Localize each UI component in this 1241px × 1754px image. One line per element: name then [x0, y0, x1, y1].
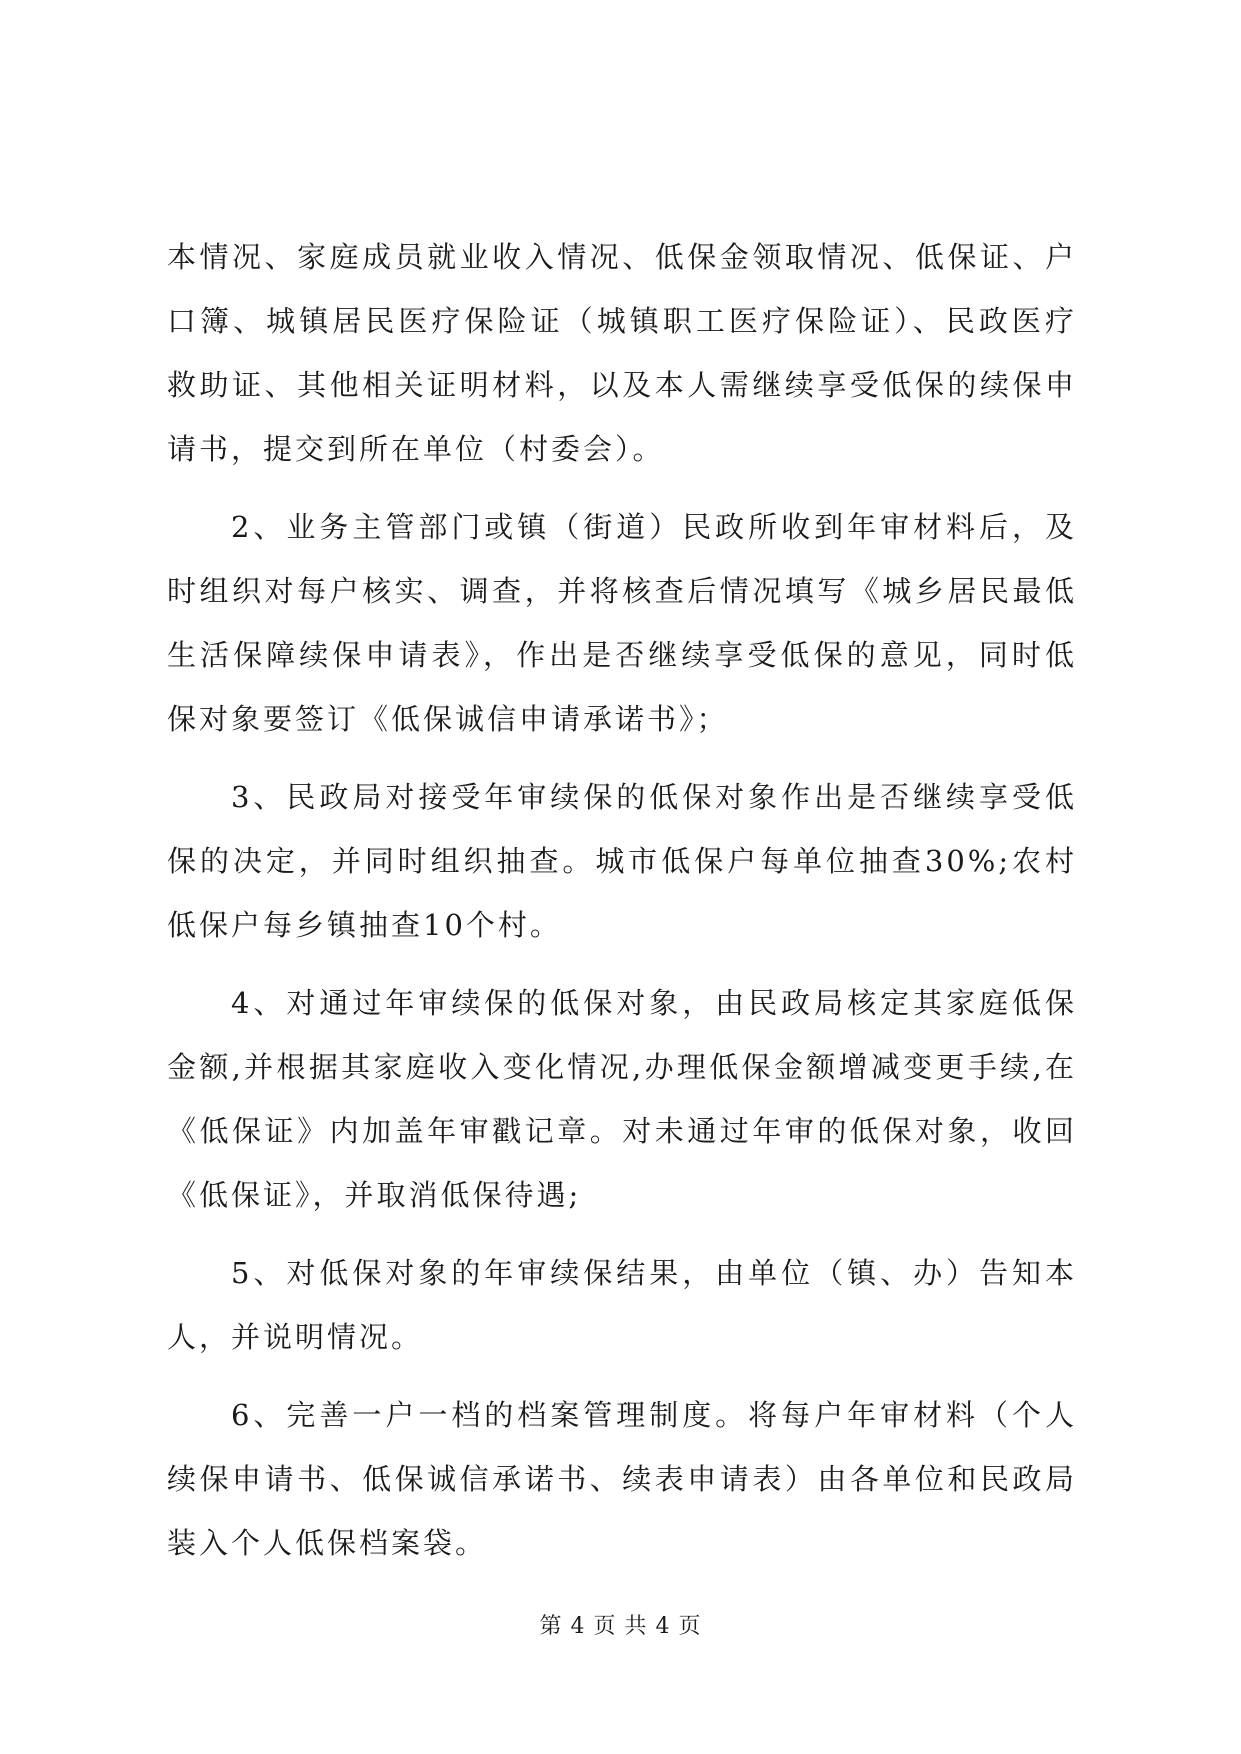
paragraph-item-6: 6、完善一户一档的档案管理制度。将每户年审材料（个人续保申请书、低保诚信承诺书、续表申请表）由各单位和民政局装入个人低保档案袋。 [167, 1398, 1077, 1560]
page-footer: 第 4 页 共 4 页 [539, 1614, 702, 1639]
paragraph-item-4: 4、对通过年审续保的低保对象，由民政局核定其家庭低保金额,并根据其家庭收入变化情况,办理低保金额增减变更手续,在《低保证》内加盖年审戳记章。对未通过年审的低保对象，收回《低保证》，并取消低保待遇; [167, 986, 1077, 1212]
paragraph-item-5: 5、对低保对象的年审续保结果，由单位（镇、办）告知本人，并说明情况。 [167, 1256, 1077, 1354]
paragraph-item-3: 3、民政局对接受年审续保的低保对象作出是否继续享受低保的决定，并同时组织抽查。城市低保户每单位抽查30%;农村低保户每乡镇抽查10个村。 [167, 780, 1077, 942]
document-body [167, 225, 1077, 1589]
paragraph-continuation: 本情况、家庭成员就业收入情况、低保金领取情况、低保证、户口簿、城镇居民医疗保险证（城镇职工医疗保险证）、民政医疗救助证、其他相关证明材料，以及本人需继续享受低保的续保申请书，提交到所在单位（村委会）。 [167, 240, 1077, 466]
paragraph-item-2: 2、业务主管部门或镇（街道）民政所收到年审材料后，及时组织对每户核实、调查，并将核查后情况填写《城乡居民最低生活保障续保申请表》，作出是否继续享受低保的意见，同时低保对象要签订《低保诚信申请承诺书》； [167, 510, 1077, 736]
